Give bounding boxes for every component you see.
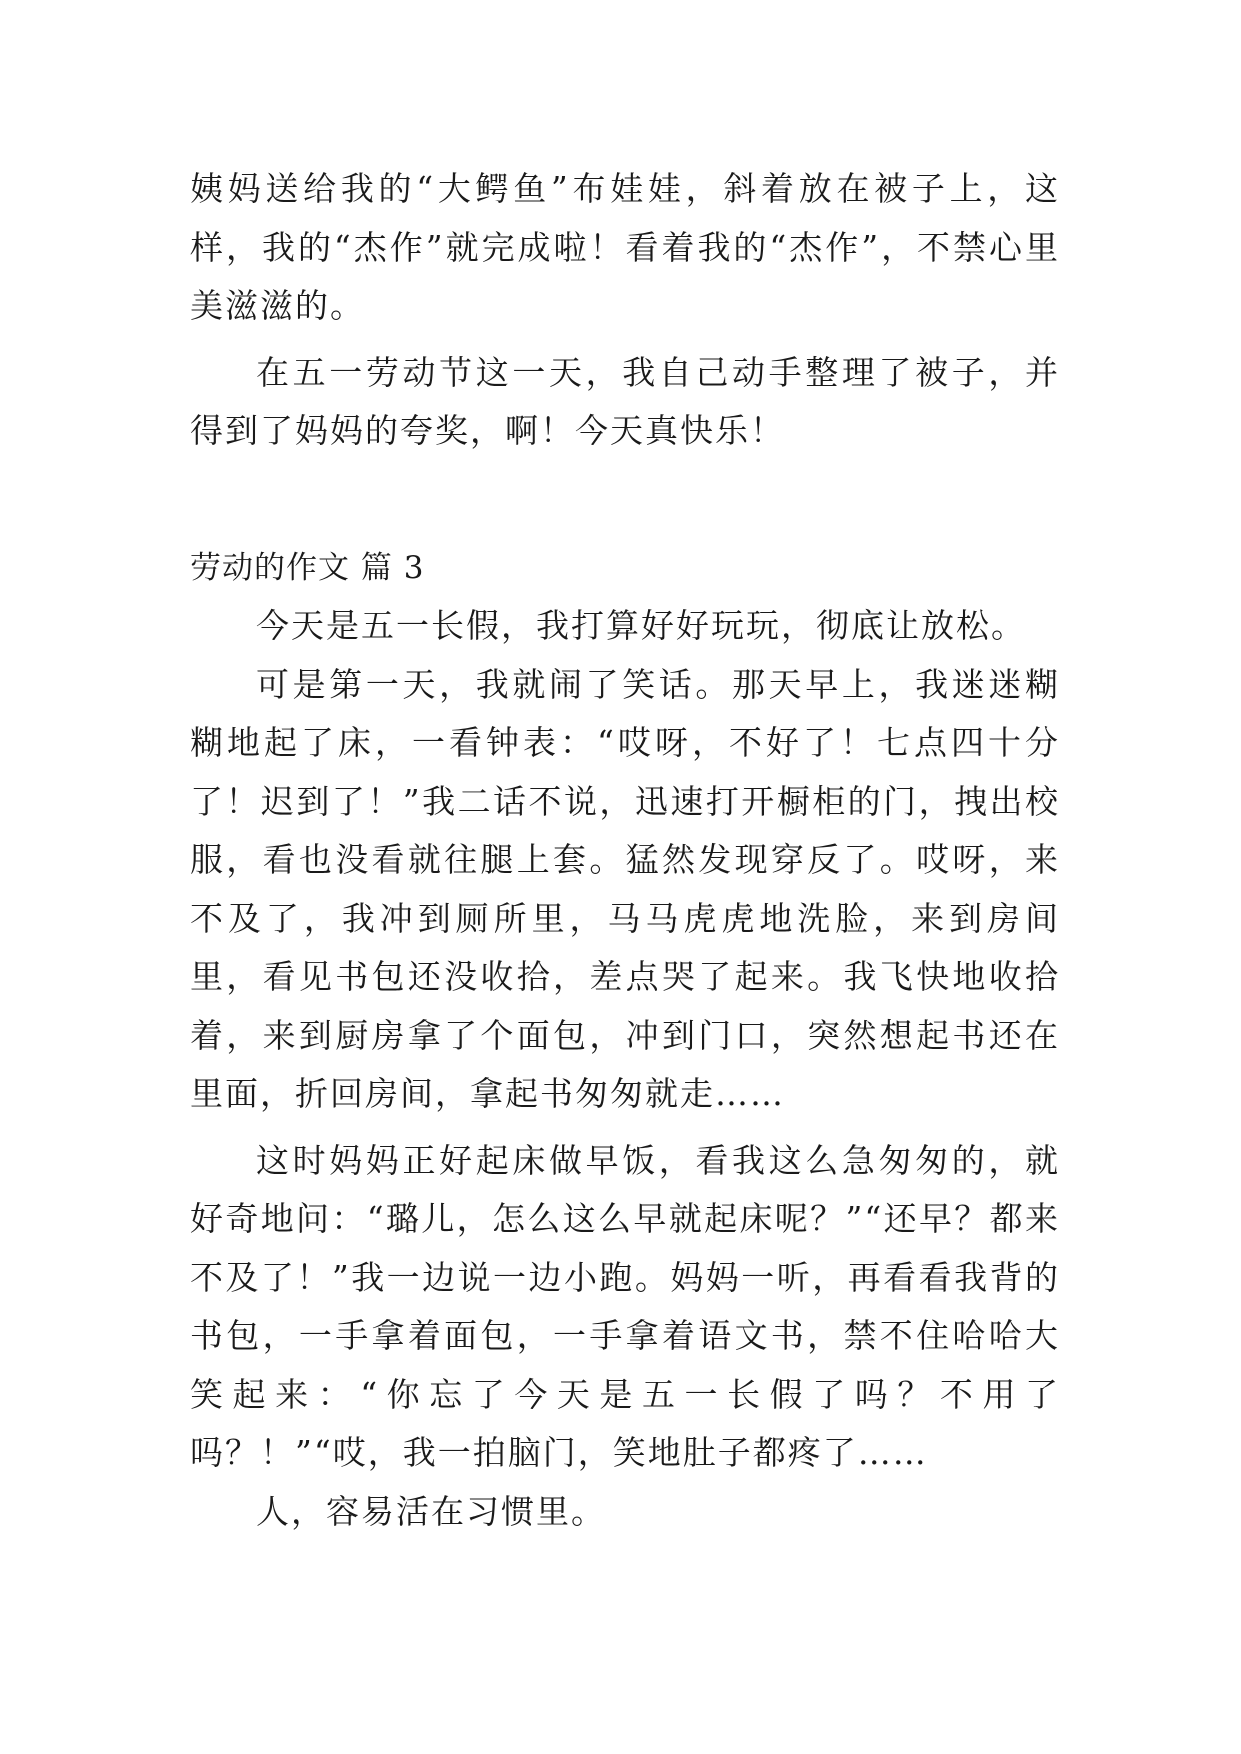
paragraph-1: 今天是五一长假，我打算好好玩玩，彻底让放松。 bbox=[256, 606, 1026, 645]
document-page bbox=[190, 160, 1060, 1541]
paragraph-3: 这时妈妈正好起床做早饭，看我这么急匆匆的，就好奇地问：“璐儿，怎么这么早就起床呢？”“还早？都来不及了！”我一边说一边小跑。妈妈一听，再看看我背的书包，一手拿着面包，一手拿着语文书，禁不住哈哈大笑起来：“你忘了今天是五一长假了吗？不用了吗？！”“哎，我一拍脑门，笑地肚子都疼了…… bbox=[190, 1140, 1060, 1472]
section-title: 劳动的作文 篇 3 bbox=[190, 549, 425, 586]
intro-paragraph-1: 姨妈送给我的“大鳄鱼”布娃娃，斜着放在被子上，这样，我的“杰作”就完成啦！看着我的“杰作”，不禁心里美滋滋的。 bbox=[190, 169, 1060, 325]
intro-paragraph-2: 在五一劳动节这一天，我自己动手整理了被子，并得到了妈妈的夸奖，啊！今天真快乐！ bbox=[190, 352, 1060, 450]
paragraph-2: 可是第一天，我就闹了笑话。那天早上，我迷迷糊糊地起了床，一看钟表：“哎呀，不好了！七点四十分了！迟到了！”我二话不说，迅速打开橱柜的门，拽出校服，看也没看就往腿上套。猛然发现穿反了。哎呀，来不及了，我冲到厕所里，马马虎虎地洗脸，来到房间里，看见书包还没收拾，差点哭了起来。我飞快地收拾着，来到厨房拿了个面包，冲到门口，突然想起书还在里面，折回房间，拿起书匆匆就走…… bbox=[190, 664, 1060, 1113]
paragraph-4: 人，容易活在习惯里。 bbox=[256, 1491, 606, 1531]
